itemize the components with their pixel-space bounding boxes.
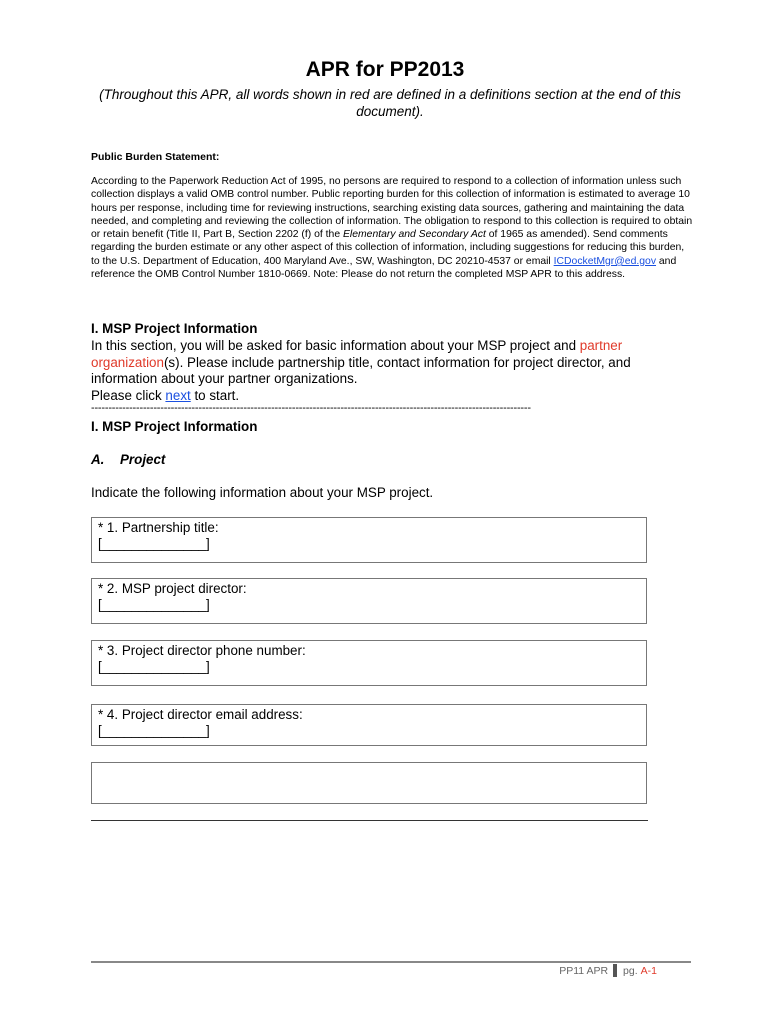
click-suffix: to start.	[190, 387, 240, 403]
partner-term[interactable]: partner organization	[91, 338, 623, 370]
director-email-field[interactable]: [______________]	[98, 723, 210, 738]
subsection-heading	[91, 452, 165, 467]
footer-rule	[91, 961, 691, 963]
page-subtitle: (Throughout this APR, all words shown in red are defined in a definitions section at the end of this document).	[99, 87, 681, 119]
footer-doc-label: PP11 APR	[559, 964, 609, 977]
burden-text-1: According to the Paperwork Reduction Act of 1995, no persons are required to respond to a collection of information unless such collection displays a valid OMB control number. Public reporting burden for this collection of information is estimated to average 10 hours per response, including time for reviewing instructions, searching existing data sources, gathering and maintaining the data needed, and completing and reviewing the collection of information. The obligation to respond to this collection is required to obtain or retain benefit (Title II, Part B, Section 2202 (f) of the	[91, 176, 693, 241]
intro-text-1: In this section, you will be asked for basic information about your MSP project and	[91, 338, 580, 353]
act-name: Elementary and Secondary Act	[343, 229, 486, 241]
burden-text-2: of 1965 as amended). Send comments regarding the burden estimate or any other aspect of this collection of information, including suggestions for reducing this burden, to the U.S. Department of Education, 400 Maryland Ave., SW, Washington, DC 20210-4537 or email	[91, 229, 685, 267]
footer-separator	[613, 964, 617, 977]
question-box-2	[91, 578, 647, 624]
question-label: * 3. Project director phone number:	[98, 643, 306, 658]
subsection-letter: A.	[91, 452, 105, 467]
email-link[interactable]: ICDocketMgr@ed.gov	[553, 255, 657, 267]
footer-page-label: pg.	[623, 964, 638, 977]
burden-text-3: and reference the OMB Control Number 1810-0669. Note: Please do not return the completed MSP APR to this address.	[91, 255, 677, 281]
question-label: * 4. Project director email address:	[98, 707, 303, 722]
instruction-text: Indicate the following information about your MSP project.	[91, 485, 434, 500]
section-heading-repeat: I. MSP Project Information	[91, 419, 258, 434]
next-link[interactable]: next	[165, 387, 191, 403]
intro-text-2: (s). Please include partnership title, contact information for project director, and information about your partner organizations.	[91, 354, 631, 386]
page-title: APR for PP2013	[305, 58, 465, 81]
empty-question-box	[91, 762, 647, 804]
footer-page-number: A-1	[640, 964, 657, 977]
question-box-3	[91, 640, 647, 686]
question-label: * 2. MSP project director:	[98, 581, 247, 596]
section-heading: I. MSP Project Information	[91, 321, 258, 336]
click-prefix: Please click	[91, 387, 166, 403]
burden-statement	[91, 175, 695, 281]
section-intro	[91, 338, 661, 404]
project-director-field[interactable]: [______________]	[98, 597, 210, 612]
section-divider: -------------------------------------------------------------------------------------------------------------------------------	[91, 402, 531, 414]
question-box-1	[91, 517, 647, 563]
page-footer	[559, 964, 657, 977]
question-label: * 1. Partnership title:	[98, 520, 219, 535]
subsection-title: Project	[120, 452, 166, 467]
horizontal-rule	[91, 820, 648, 821]
question-box-4	[91, 704, 647, 746]
burden-heading: Public Burden Statement:	[91, 151, 220, 163]
director-phone-field[interactable]: [______________]	[98, 659, 210, 674]
partnership-title-field[interactable]: [______________]	[98, 536, 210, 551]
